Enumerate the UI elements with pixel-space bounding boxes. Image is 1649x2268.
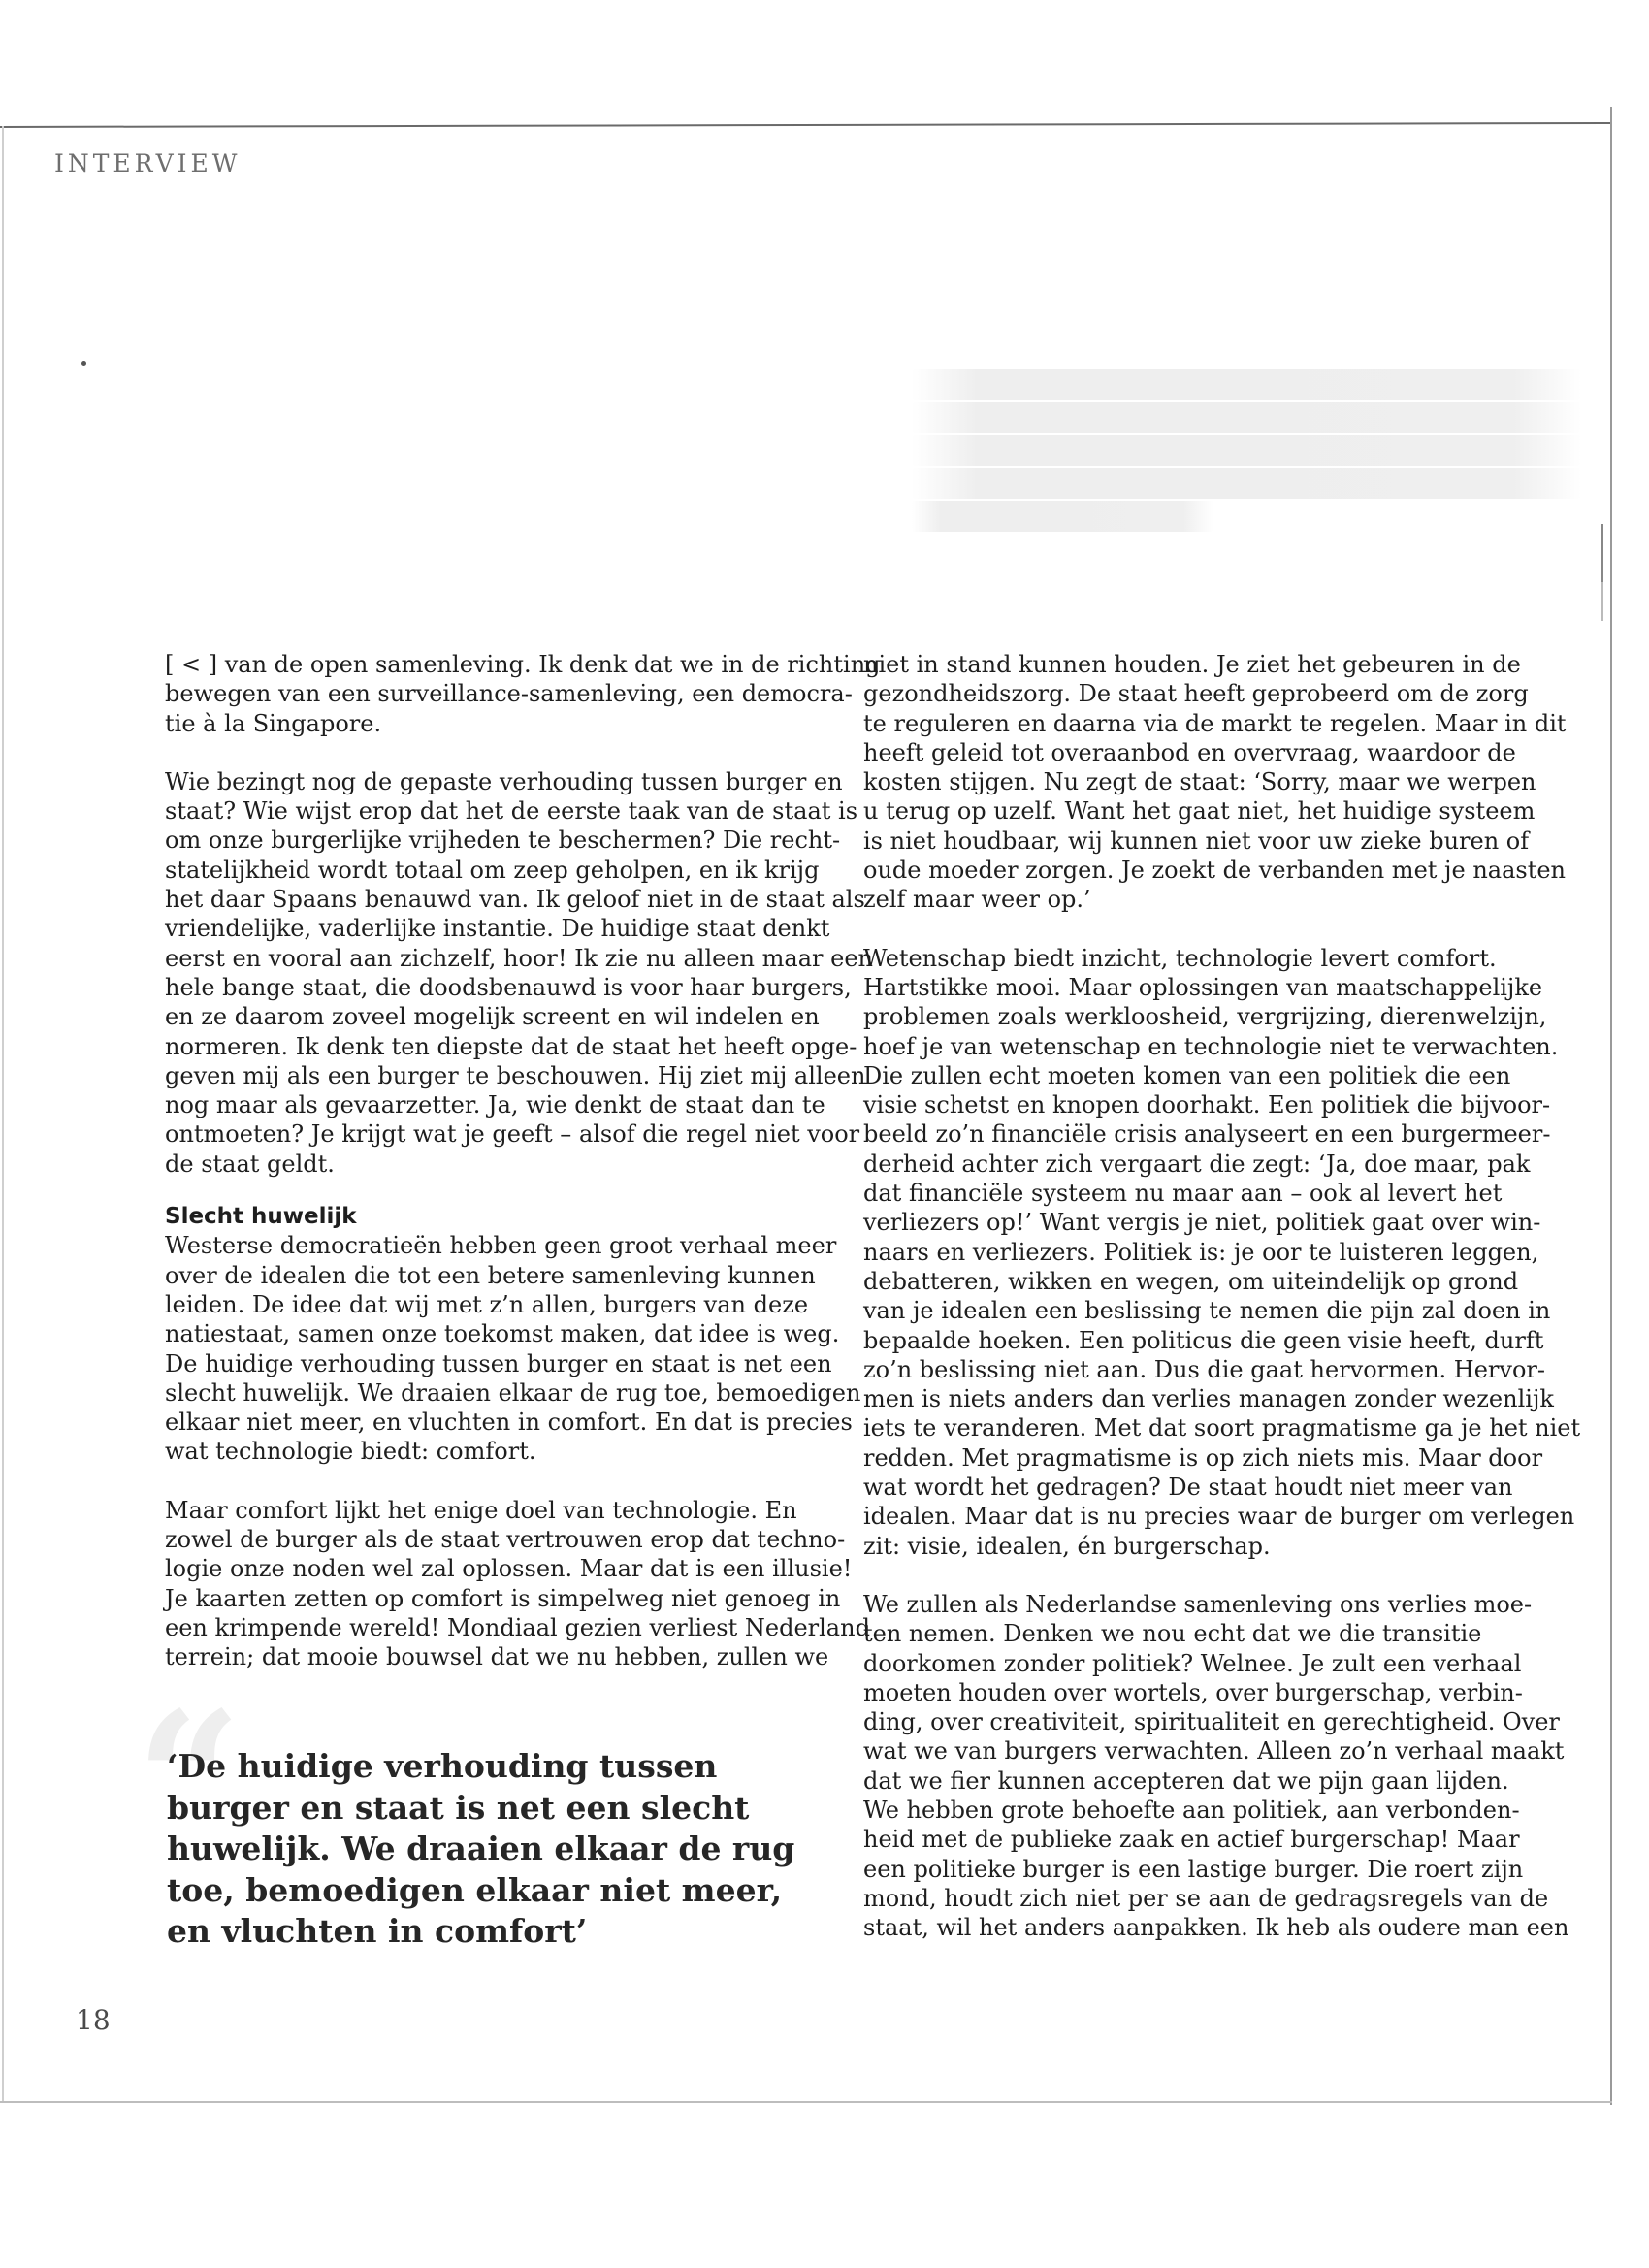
paragraph: Maar comfort lijkt het enige doel van technologie. En zowel de burger als de staat vertrouwen erop dat techno- logie onze noden wel zal oplossen. Maar dat is een illusie! Je kaarten zetten op comfort is simpelweg niet genoeg in een krimpende wereld! Mondiaal gezien verliest Nederland terrein; dat mooie bouwsel dat we nu hebben, zullen we [165, 1496, 870, 1671]
paragraph: We zullen als Nederlandse samenleving ons verlies moe- ten nemen. Denken we nou echt dat we die transitie doorkomen zonder politiek? Welnee. Je zult een verhaal moeten houden over wortels, over burgerschap, verbin- ding, over creativiteit, spiritualiteit en gerechtigheid. Over wat we van burgers verwachten. Alleen zo’n verhaal maakt dat we fier kunnen accepteren dat we pijn gaan lijden. We hebben grote behoefte aan politiek, aan verbonden- heid met de publieke zaak en actief burgerschap! Maar een politieke burger is een lastige burger. Die roert zijn mond, houdt zich niet per se aan de gedragsregels van de staat, wil het anders aanpakken. Ik heb als oudere man een [863, 1590, 1569, 1942]
section-label: INTERVIEW [54, 149, 242, 178]
pull-quote: ‘De huidige verhouding tussen burger en staat is net een slecht huwelijk. We draaien elkaar de rug toe, bemoedigen elkaar niet meer, en vluchten in comfort’ [167, 1747, 795, 1950]
page-edge-right [1610, 107, 1612, 2105]
paragraph: Wetenschap biedt inzicht, technologie levert comfort. Hartstikke mooi. Maar oplossingen van maatschappelijke problemen zoals werkloosheid, vergrijzing, dierenwelzijn, hoef je van wetenschap en technologie niet te verwachten. Die zullen echt moeten komen van een politiek die een visie schetst en knopen doorhakt. Een politiek die bijvoor- beeld zo’n financiële crisis analyseert en een burgermeer- derheid achter zich vergaart die zegt: ‘Ja, doe maar, pak dat financiële systeem nu maar aan – ook al levert het verliezers op!’ Want vergis je niet, politiek gaat over win- naars en verliezers. Politiek is: je oor te luisteren leggen, debatteren, wikken en wegen, om uiteindelijk op grond van je idealen een beslissing te nemen die pijn zal doen in bepaalde hoeken. Een politicus die geen visie heeft, durft zo’n beslissing niet aan. Dus die gaat hervormen. Hervor- men is niets anders dan verlies managen zonder wezenlijk iets te veranderen. Met dat soort pragmatisme ga je het niet redden. Met pragmatisme is op zich niets mis. Maar door wat wordt het gedragen? De staat houdt niet meer van idealen. Maar dat is nu precies waar de burger om verlegen zit: visie, idealen, én burgerschap. [863, 944, 1581, 1560]
paragraph: [ < ] van de open samenleving. Ik denk dat we in de richting bewegen van een surveillance-samenleving, een democra- tie à la Singapore. [165, 651, 881, 737]
show-through-text [912, 369, 1581, 534]
left-column [165, 650, 881, 1701]
paragraph: niet in stand kunnen houden. Je ziet het gebeuren in de gezondheidszorg. De staat heeft geprobeerd om de zorg te reguleren en daarna via de markt te regelen. Maar in dit heeft geleid tot overaanbod en overvraag, waardoor de kosten stijgen. Nu zegt de staat: ‘Sorry, maar we werpen u terug op uzelf. Want het gaat niet, het huidige systeem is niet houdbaar, wij kunnen niet voor uw zieke buren of oude moeder zorgen. Je zoekt de verbanden met je naasten zelf maar weer op.’ [863, 651, 1567, 914]
binding-mark [1600, 582, 1603, 621]
quote-mark-icon: “ [136, 1671, 242, 1888]
subheading: Slecht huwelijk [165, 1204, 357, 1230]
binding-mark [1600, 524, 1603, 582]
scan-speck [81, 361, 86, 366]
right-column [863, 650, 1581, 1971]
page-edge-top [0, 122, 1612, 128]
paragraph: Wie bezingt nog de gepaste verhouding tussen burger en staat? Wie wijst erop dat het de eerste taak van de staat is om onze burgerlijke vrijheden te beschermen? Die recht- statelijkheid wordt totaal om zeep geholpen, en ik krijg het daar Spaans benauwd van. Ik geloof niet in de staat als vriendelijke, vaderlijke instantie. De huidige staat denkt eerst en vooral aan zichzelf, hoor! Ik zie nu alleen maar een hele bange staat, die doodsbenauwd is voor haar burgers, en ze daarom zoveel mogelijk screent en wil indelen en normeren. Ik denk ten diepste dat de staat het heeft opge- geven mij als een burger te beschouwen. Hij ziet mij alleen nog maar als gevaarzetter. Ja, wie denkt de staat dan te ontmoeten? Je krijgt wat je geeft – alsof die regel niet voor de staat geldt. [165, 767, 873, 1178]
paragraph: Slecht huwelijk Westerse democratieën hebben geen groot verhaal meer over de idealen die tot een betere samenleving kunnen leiden. De idee dat wij met z’n allen, burgers van deze natiestaat, samen onze toekomst maken, dat idee is weg. De huidige verhouding tussen burger en staat is net een slecht huwelijk. We draaien elkaar de rug toe, bemoedigen elkaar niet meer, en vluchten in comfort. En dat is precies wat technologie biedt: comfort. [165, 1204, 861, 1466]
page-edge-bottom [0, 2101, 1612, 2103]
page-edge-left [2, 126, 4, 2101]
page-number: 18 [76, 2004, 111, 2036]
